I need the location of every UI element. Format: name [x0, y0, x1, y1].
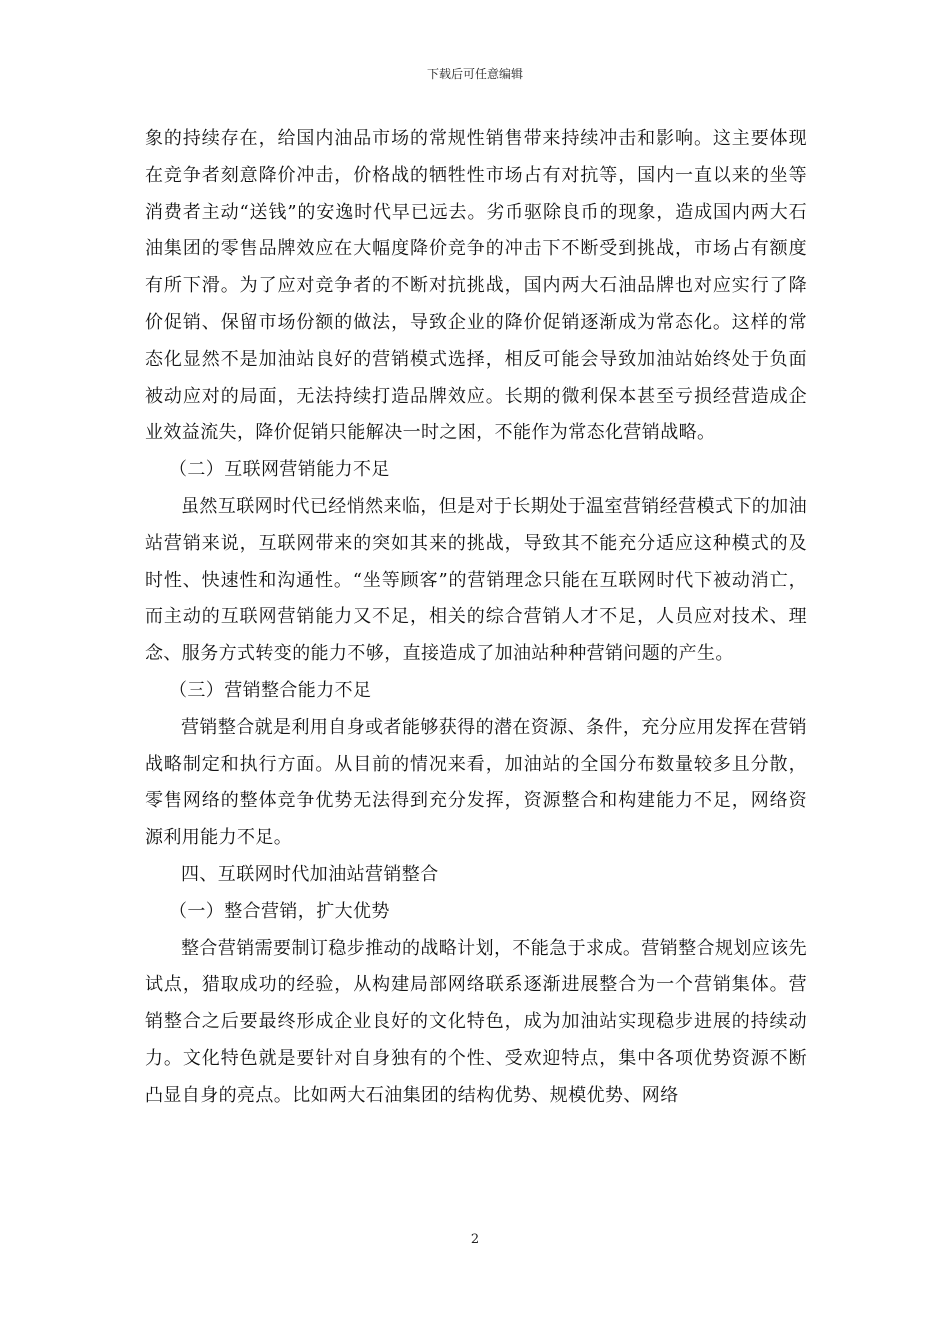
paragraph-integration-capability: 营销整合就是利用自身或者能够获得的潜在资源、条件，充分应用发挥在营销战略制定和执行方面。从目前的情况来看，加油站的全国分布数量较多且分散，零售网络的整体竞争优势无法得到充分发挥，资源整合和构建能力不足，网络资源利用能力不足。 [145, 716, 807, 849]
page-number: 2 [470, 1232, 480, 1247]
subsection-heading-integration-capability: （三）营销整合能力不足 [169, 679, 372, 701]
paragraph-integrated-marketing: 整合营销需要制订稳步推动的战略计划，不能急于求成。营销整合规划应该先试点，猎取成功的经验，从构建局部网络联系逐渐进展整合为一个营销集体。营销整合之后要最终形成企业良好的文化特色，成为加油站实现稳步进展的持续动力。文化特色就是要针对自身独有的个性、受欢迎特点，集中各项优势资源不断凸显自身的亮点。比如两大石油集团的结构优势、规模优势、网络 [145, 937, 807, 1106]
paragraph-continuation: 象的持续存在，给国内油品市场的常规性销售带来持续冲击和影响。这主要体现在竞争者刻意降价冲击，价格战的牺牲性市场占有对抗等，国内一直以来的坐等消费者主动“送钱”的安逸时代早已远去。劣币驱除良币的现象，造成国内两大石油集团的零售品牌效应在大幅度降价竞争的冲击下不断受到挑战，市场占有额度有所下滑。为了应对竞争者的不断对抗挑战，国内两大石油品牌也对应实行了降价促销、保留市场份额的做法，导致企业的降价促销逐渐成为常态化。这样的常态化显然不是加油站良好的营销模式选择，相反可能会导致加油站始终处于负面被动应对的局面，无法持续打造品牌效应。长期的微利保本甚至亏损经营造成企业效益流失，降价促销只能解决一时之困，不能作为常态化营销战略。 [145, 128, 807, 444]
section-heading-marketing-integration: 四、互联网时代加油站营销整合 [181, 863, 439, 885]
page-header: 下载后可任意编辑 [426, 67, 523, 81]
paragraph-internet-marketing: 虽然互联网时代已经悄然来临，但是对于长期处于温室营销经营模式下的加油站营销来说，互联网带来的突如其来的挑战，导致其不能充分适应这种模式的及时性、快速性和沟通性。“坐等顾客”的营销理念只能在互联网时代下被动消亡，而主动的互联网营销能力又不足，相关的综合营销人才不足，人员应对技术、理念、服务方式转变的能力不够，直接造成了加油站种种营销问题的产生。 [145, 495, 807, 665]
subsection-heading-internet-marketing: （二）互联网营销能力不足 [169, 459, 390, 481]
document-body [145, 121, 807, 1115]
subsection-heading-integrated-marketing: （一）整合营销，扩大优势 [169, 900, 390, 922]
